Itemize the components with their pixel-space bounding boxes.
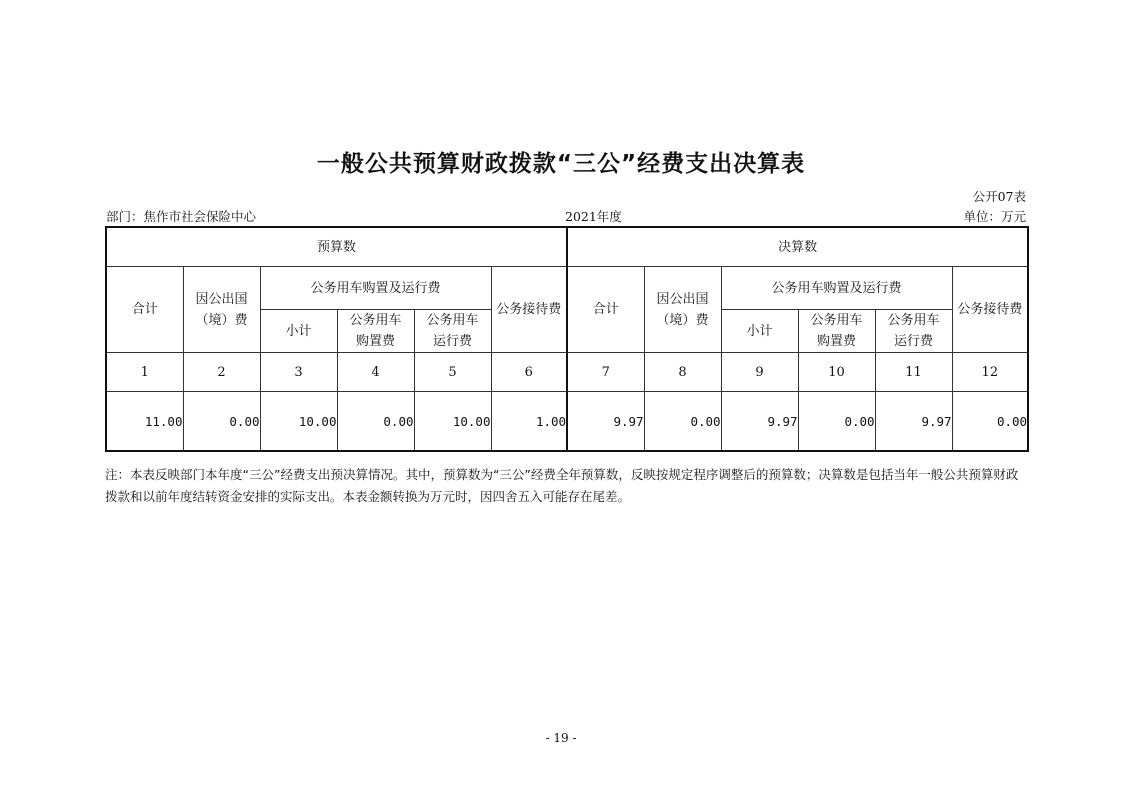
unit-label: 单位：万元 <box>963 209 1026 224</box>
budget-reception-header: 公务接待费 <box>491 267 567 353</box>
budget-abroad-header-line2: （境）费 <box>195 312 248 328</box>
budget-subtotal-header: 小计 <box>260 310 337 353</box>
budget-total-header: 合计 <box>106 267 183 353</box>
form-number: 公开07表 <box>972 189 1026 204</box>
value-cell: 0.00 <box>337 392 414 452</box>
column-number: 11 <box>875 353 952 392</box>
column-number: 9 <box>721 353 798 392</box>
year-label: 2021年度 <box>565 209 622 224</box>
final-operation-header <box>875 310 952 353</box>
column-header-row <box>106 267 1028 310</box>
final-purchase-header <box>798 310 875 353</box>
value-cell: 0.00 <box>183 392 260 452</box>
column-number: 2 <box>183 353 260 392</box>
column-number: 10 <box>798 353 875 392</box>
final-purchase-header-line1: 公务用车 <box>810 313 863 328</box>
budget-purchase-header <box>337 310 414 353</box>
final-operation-header-line2: 运行费 <box>894 334 934 349</box>
three-public-expenses-table <box>105 226 1029 452</box>
value-cell: 9.97 <box>567 392 644 452</box>
value-cell: 10.00 <box>414 392 491 452</box>
final-abroad-header-line1: 因公出国 <box>656 291 709 307</box>
budget-purchase-header-line1: 公务用车 <box>349 313 402 328</box>
budget-group-header: 预算数 <box>106 227 567 267</box>
value-cell: 0.00 <box>644 392 721 452</box>
value-cell: 0.00 <box>952 392 1028 452</box>
value-row <box>106 392 1028 452</box>
budget-operation-header-line1: 公务用车 <box>426 313 479 328</box>
budget-vehicle-header: 公务用车购置及运行费 <box>260 267 491 310</box>
column-number: 3 <box>260 353 337 392</box>
column-number: 4 <box>337 353 414 392</box>
department-label: 部门：焦作市社会保险中心 <box>106 209 257 224</box>
group-header-row <box>106 227 1028 267</box>
page-title: 一般公共预算财政拨款“三公”经费支出决算表 <box>316 151 806 177</box>
column-number: 7 <box>567 353 644 392</box>
column-number: 8 <box>644 353 721 392</box>
budget-operation-header-line2: 运行费 <box>432 334 472 349</box>
budget-abroad-header-line1: 因公出国 <box>195 291 248 307</box>
value-cell: 9.97 <box>721 392 798 452</box>
final-vehicle-header: 公务用车购置及运行费 <box>721 267 952 310</box>
value-cell: 10.00 <box>260 392 337 452</box>
budget-purchase-header-line2: 购置费 <box>355 334 395 349</box>
final-group-header: 决算数 <box>567 227 1028 267</box>
table-note: 注：本表反映部门本年度“三公”经费支出预决算情况。其中，预算数为“三公”经费全年预算数，反映按规定程序调整后的预算数；决算数是包括当年一般公共预算财政拨款和以前年度结转资金安排的实际支出。本表金额转换为万元时，因四舍五入可能存在尾差。 <box>105 467 1019 504</box>
column-number-row <box>106 353 1028 392</box>
value-cell: 0.00 <box>798 392 875 452</box>
column-number: 5 <box>414 353 491 392</box>
budget-operation-header <box>414 310 491 353</box>
final-reception-header: 公务接待费 <box>952 267 1028 353</box>
column-number: 6 <box>491 353 567 392</box>
value-cell: 1.00 <box>491 392 567 452</box>
final-total-header: 合计 <box>567 267 644 353</box>
budget-abroad-header <box>183 267 260 353</box>
value-cell: 11.00 <box>106 392 183 452</box>
final-abroad-header <box>644 267 721 353</box>
final-purchase-header-line2: 购置费 <box>817 334 857 349</box>
final-subtotal-header: 小计 <box>721 310 798 353</box>
column-number: 1 <box>106 353 183 392</box>
page-number: - 19 - <box>545 731 577 745</box>
column-number: 12 <box>952 353 1028 392</box>
value-cell: 9.97 <box>875 392 952 452</box>
final-operation-header-line1: 公务用车 <box>887 313 940 328</box>
final-abroad-header-line2: （境）费 <box>656 312 709 328</box>
